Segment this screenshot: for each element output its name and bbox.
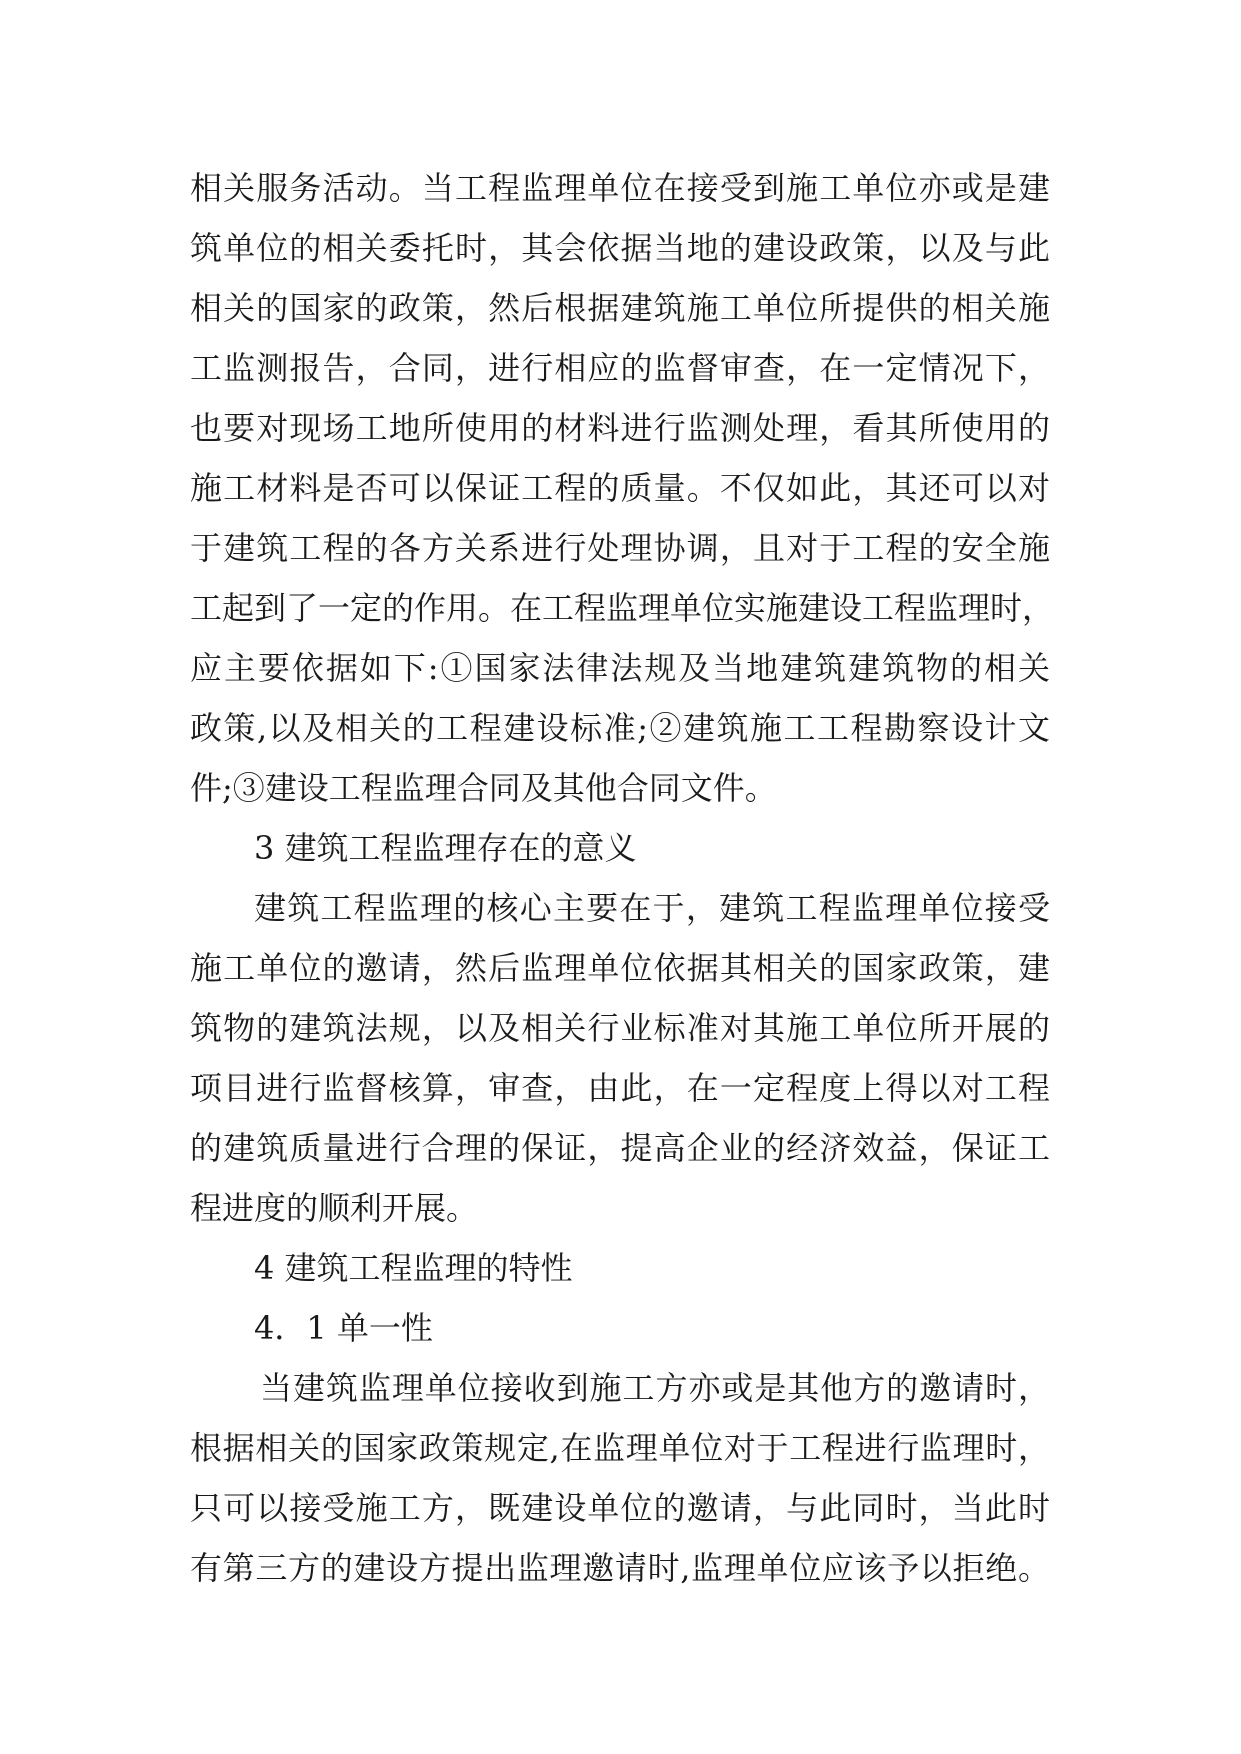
text-line: 政策,以及相关的工程建设标准;②建筑施工工程勘察设计文 <box>190 709 1050 747</box>
document-body <box>190 158 1055 1598</box>
section-heading: 4 建筑工程监理的特性 <box>254 1249 573 1287</box>
text-line: 也要对现场工地所使用的材料进行监测处理，看其所使用的 <box>190 409 1050 447</box>
text-line: 的建筑质量进行合理的保证，提高企业的经济效益，保证工 <box>190 1129 1050 1167</box>
text-line: 建筑工程监理的核心主要在于，建筑工程监理单位接受 <box>254 889 1050 927</box>
text-line: 应主要依据如下:①国家法律法规及当地建筑建筑物的相关 <box>190 649 1050 687</box>
subsection-heading: 4．1 单一性 <box>254 1309 433 1347</box>
text-line: 施工单位的邀请，然后监理单位依据其相关的国家政策，建 <box>190 949 1050 987</box>
text-line: 有第三方的建设方提出监理邀请时,监理单位应该予以拒绝。 <box>190 1549 1050 1587</box>
text-line: 于建筑工程的各方关系进行处理协调，且对于工程的安全施 <box>190 529 1050 567</box>
text-line: 筑物的建筑法规，以及相关行业标准对其施工单位所开展的 <box>190 1009 1050 1047</box>
text-line: 施工材料是否可以保证工程的质量。不仅如此，其还可以对 <box>190 469 1050 507</box>
text-line: 筑单位的相关委托时，其会依据当地的建设政策，以及与此 <box>190 229 1050 267</box>
text-line: 工监测报告，合同，进行相应的监督审查，在一定情况下， <box>190 349 1050 387</box>
text-line: 程进度的顺利开展。 <box>190 1189 479 1227</box>
text-line: 相关的国家的政策，然后根据建筑施工单位所提供的相关施 <box>190 289 1050 327</box>
text-line: 只可以接受施工方，既建设单位的邀请，与此同时，当此时 <box>190 1489 1050 1527</box>
text-line: 工起到了一定的作用。在工程监理单位实施建设工程监理时， <box>190 589 1055 627</box>
text-line: 根据相关的国家政策规定,在监理单位对于工程进行监理时， <box>190 1429 1050 1467</box>
text-line: 相关服务活动。当工程监理单位在接受到施工单位亦或是建 <box>190 169 1050 207</box>
section-heading: 3 建筑工程监理存在的意义 <box>254 829 637 867</box>
text-line: 项目进行监督核算，审查，由此，在一定程度上得以对工程 <box>190 1069 1050 1107</box>
text-line: 件;③建设工程监理合同及其他合同文件。 <box>190 769 777 807</box>
text-line: 当建筑监理单位接收到施工方亦或是其他方的邀请时， <box>260 1369 1050 1407</box>
